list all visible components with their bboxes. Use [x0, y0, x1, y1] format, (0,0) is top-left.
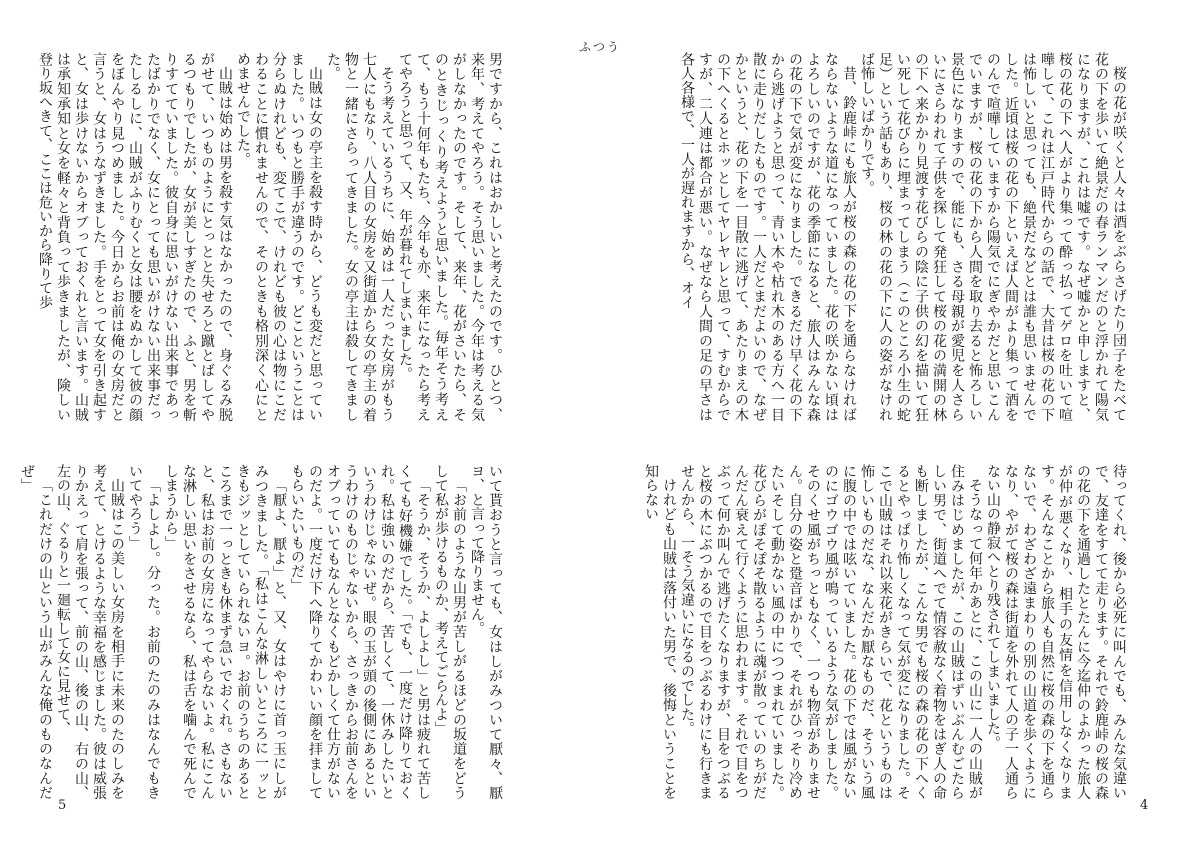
page-4-lower-text: [643, 464, 1128, 800]
page-5-lower-text: [19, 464, 504, 800]
paragraph: 待ってくれ、後から必死に叫んでも、みんな気違いで、友達をすてて走ります。それで鈴鹿峠の桜の森の花の下を通過したとたんに今迄仲のよかった旅人が仲が悪くなり、相手の友情を信用しなくなります。そんなことから旅人も自然に桜の森の下を通らないで、わざわざ遠まわりの別の山道を歩くようになり、やがて桜の森は街道を外れて人の子一人通らない山の静寂へとり残されてしまいました。: [985, 464, 1127, 800]
paragraph: そうなって何年かあとに、この山に一人の山賊が住みはじめましたが、この山賊はずいぶんむごたらしい男で、街道へでて情容赦なく着物をはぎ人の命も断しましたが、こんな男でも桜の森の花の下へくるとやっぱり怖しくなって気が変になりました。そこで山賊はそれ以来花がきらいで、花というものは怖しいものだな、なんだか厭なものだ、そういう風に腹の中では呟いていました。花の下では風がないのにゴウゴウ風が鳴っているような気がしました。そのくせ風がちっともなく、一つも物音がありません。自分の姿と跫音ばかりで、それがひっそり冷めたいそして動かない風の中につつまれていました。花びらがぽそぽそ散るように魂が散っていのちがだんだん衰えて行くように思われます。それで目をつぶって何か叫んで逃げたくなりますが、目をつぶると桜の木にぶつかるので目をつぶるわけにも行きませんから、一そう気違いになるのでした。: [679, 464, 983, 800]
dialogue: 「お前のような山男が苦しがるほどの坂道をどうして私が歩けるものか、考えてごらんよ」: [433, 464, 467, 800]
running-header: ふつう: [578, 40, 621, 54]
paragraph: 山賊は始めは男を殺す気はなかったので、身ぐるみ脱がせて、いつものようにとっとと失せろと蹴とばしてやるつもりでしたが、女が美しすぎたので、ふと、男を斬りすてていました。彼自身に思いがけない出来事であったばかりでなく、女にとっても思いがけない出来事だったしるしに、山賊がふりむくと女は腰をぬかして彼の顔をぼんやり見つめました。今日からお前は俺の女房だと言うと、女はうなずきました。手をとって女を引き起すと、女は歩けないからオブっておくれと言います。山賊は承知承知と女を軽々と背負って歩きましたが、険しい登り坂へきて、ここは危いから降りて歩: [37, 52, 233, 422]
paragraph: 山賊はこの美しい女房を相手に未来のたのしみを考えて、とけるような幸福を感じました。彼は威張りかえって肩を張って、前の山、後の山、右の山、左の山、ぐるりと一廻転して女に見せて、: [55, 464, 125, 800]
paragraph: 山賊は女の亭主を殺す時から、どうも変だと思っていました。いつもと勝手が違うのです。どこということは分らぬけれども、変てこで、けれども彼の心は物にこだわることに慣れませんので、そのときも格別深く心にとめませんでした。: [235, 52, 323, 422]
page-number-left: 5: [58, 798, 67, 813]
dialogue: 「そうか、そうか、よしよし」と男は疲れて苦しくても好機嫌でした。「でも、一度だけ降りておくれ。私は強いのだから、苦しくて、一休みしたいというわけじゃないぜ。眼の玉が頭の後側にあるというわけのものじゃないから、さっきからお前さんをオブっていてもなんとなくもどかしくて仕方がないのだよ。一度だけ下へ降りてかわいい顔を拝ましてもらいたいものだ」: [289, 464, 431, 800]
page-number-right: 4: [1140, 798, 1149, 813]
paragraph: 桜の花が咲くと人々は酒をぶらさげたり団子をたべて花の下を歩いて絶景だの春ランマンだのと浮かれて陽気になりますが、これは嘘です。なぜ嘘かと申しますと、桜の花の下へ人がより集って酔っ払ってゲロを吐いて喧嘩して、これは江戸時代からの話で、大昔は桜の花の下は怖しいと思っても、絶景だなどとは誰も思いませんでした。近頃は桜の花の下といえば人間がより集って酒をのんで喧嘩していますから陽気でにぎやかだと思いこんでいますが、桜の花の下から人間を取り去ると怖ろしい景色になりますので、能にも、さる母親が愛児を人さらいにさらわれて子供を探して発狂して桜の花の満開の林の下へ来かかり見渡す花びらの陰に子供の幻を描いて狂い死して花びらに埋まってしまう（このところ小生の蛇足）という話もあり、桜の林の花の下に人の姿がなければ怖しいばかりです。: [859, 52, 1127, 422]
page-4-upper-text: [679, 52, 1128, 422]
paragraph: そう考えているうちに、始めは一人だった女房がもう七人にもなり、八人目の女房を又街道から女の亭主の着物と一緒にさらってきました。女の亭主は殺してきました。: [325, 52, 395, 422]
dialogue: 「厭よ、厭よ」と、又、女はやけに首っ玉にしがみつきました。「私はこんな淋しいところに一ッときもジッとしていられないヨ。お前のうちのあるところまで一っときも休まず急いでおくれ。さもないと、私はお前の女房になってやらないよ。私にこんな淋しい思いをさせるなら、私は舌を噛んで死んでしまうから」: [163, 464, 287, 800]
paragraph: 男ですから、これはおかしいと考えたのです。ひとつ、来年、考えてやろう。そう思いました。今年は考える気がしなかったのです。そして、来年、花がさいたら、そのときじっくり考えようと思いました。毎年そう考えて、もう十何年もたち、今年も亦、来年になったら考えてやろうと思って、又、年が暮れてしまいました。: [397, 52, 503, 422]
dialogue: 「これだけの山という山がみんな俺のものなんだぜ」: [19, 464, 53, 800]
paragraph: けれども山賊は落付いた男で、後悔ということを知らない: [643, 464, 677, 800]
dialogue: 「よしよし。分った。お前のたのみはなんでもきいてやろう」: [127, 464, 161, 800]
paragraph: 昔、鈴鹿峠にも旅人が桜の森の花の下を通らなければならないような道になっていました。花の咲かない頃はよろしいのですが、花の季節になると、旅人はみんな森の花の下で気が変になりました。できるだけ早く花の下から逃げようと思って、青い木や枯れ木のある方へ一目散に走りだしたものです。一人だとまだよいので、なぜかというと、花の下を一目散に逃げて、あたりまえの木の下へくるとホッとしてヤレヤレと思って、すむからですが、二人連は都合が悪い。なぜなら人間の足の早さは各人各様で、一人が遅れますから、オイ: [679, 52, 857, 422]
page-5-upper-text: [37, 52, 504, 422]
paragraph: いて貰おうと言っても、女はしがみついて厭々、厭ヨ、と言って降りません。: [469, 464, 503, 800]
